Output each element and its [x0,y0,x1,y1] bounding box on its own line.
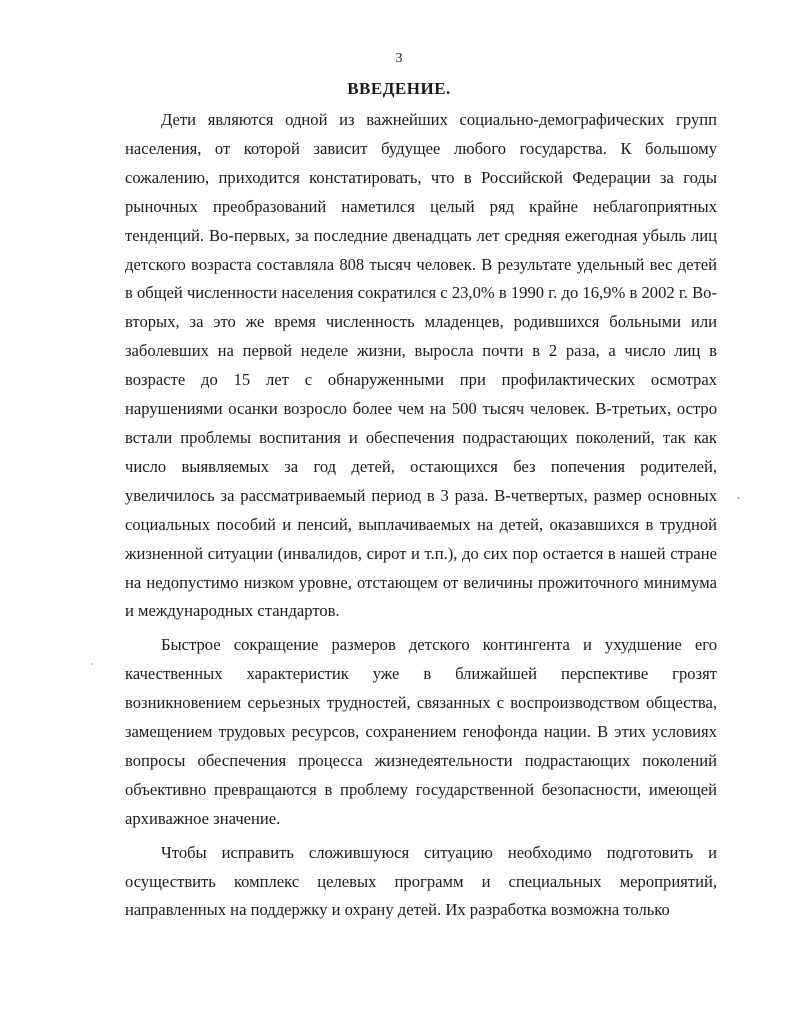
body-text [125,106,717,925]
paragraph: Быстрое сокращение размеров детского контингента и ухудшение его качественных характеристик уже в ближайшей перспективе грозят возникновением серьезных трудностей, связанных с воспроизводством общества, замещением трудовых ресурсов, сохранением генофонда нации. В этих условиях вопросы обеспечения процесса жизнедеятельности подрастающих поколений объективно превращаются в проблему государственной безопасности, имеющей архиважное значение. [125,635,717,828]
scan-speck [737,497,740,499]
scan-speck [91,663,93,665]
page-title: ВВЕДЕНИЕ. [347,79,451,98]
page-number: 3 [395,51,403,66]
paragraph: Чтобы исправить сложившуюся ситуацию необходимо подготовить и осуществить комплекс целевых программ и специальных мероприятий, направленных на поддержку и охрану детей. Их разработка возможна только [125,842,717,920]
paragraph: Дети являются одной из важнейших социально-демографических групп населения, от которой зависит будущее любого государства. К большому сожалению, приходится констатировать, что в Российской Федерации за годы рыночных преобразований наметился целый ряд крайне неблагоприятных тенденций. Во-первых, за последние двенадцать лет средняя ежегодная убыль лиц детского возраста составляла 808 тысяч человек. В результате удельный вес детей в общей численности населения сократился с 23,0% в 1990 г. до 16,9% в 2002 г. Во-вторых, за это же время численность младенцев, родившихся больными или заболевших на первой неделе жизни, выросла почти в 2 раза, а число лиц в возрасте до 15 лет с обнаруженными при профилактических осмотрах нарушениями осанки возросло более чем на 500 тысяч человек. В-третьих, остро встали проблемы воспитания и обеспечения подрастающих поколений, так как число выявляемых за год детей, остающихся без попечения родителей, увеличилось за рассматриваемый период в 3 раза. В-четвертых, размер основных социальных пособий и пенсий, выплачиваемых на детей, оказавшихся в трудной жизненной ситуации (инвалидов, сирот и т.п.), до сих пор остается в нашей стране на недопустимо низком уровне, отстающем от величины прожиточного минимума и международных стандартов. [125,110,717,621]
